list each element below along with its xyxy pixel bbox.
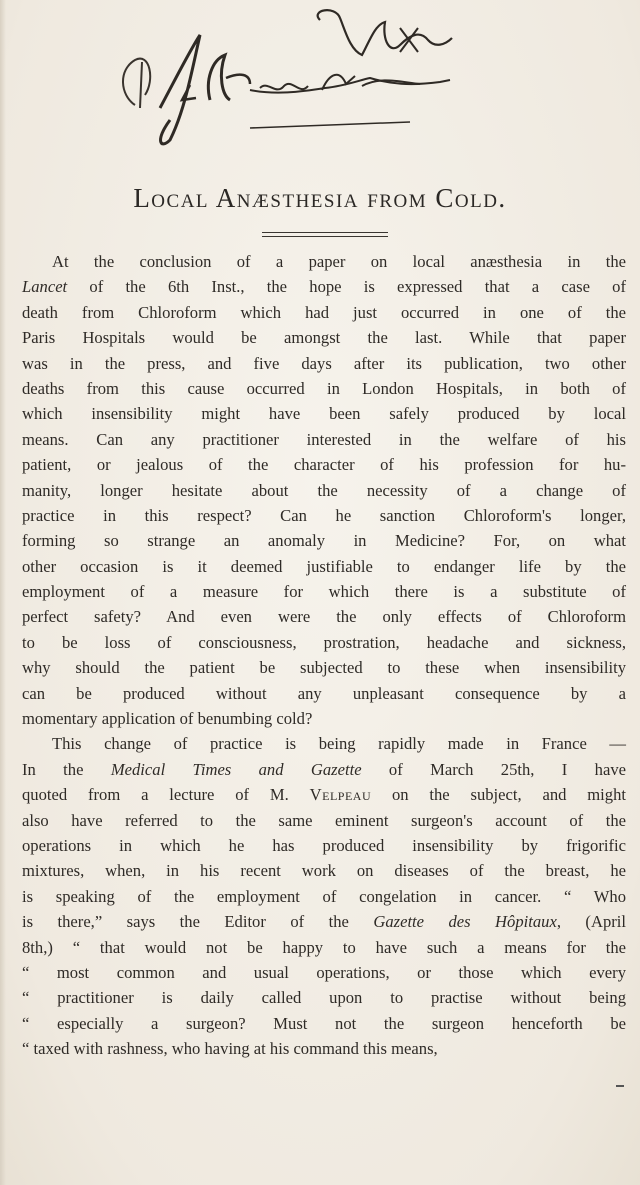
text-line	[22, 604, 626, 629]
text-line	[22, 833, 626, 858]
text-segment: can be produced without any unpleasant consequence by a	[22, 683, 626, 703]
article-title: Local Anæsthesia from Cold.	[133, 183, 507, 213]
text-line	[22, 630, 626, 655]
text-segment: Velpeau	[309, 785, 372, 805]
paragraph-2	[22, 731, 626, 1061]
text-line	[22, 503, 626, 528]
text-line	[22, 706, 626, 731]
margin-mark	[616, 1085, 624, 1087]
text-line	[22, 1011, 626, 1036]
text-line	[22, 731, 626, 756]
text-segment: Medical Times and Gazette	[110, 759, 362, 779]
text-segment: other occasion is it deemed justifiable to endanger life by the	[22, 556, 626, 576]
text-segment: employment of a measure for which there is a substitute of	[22, 582, 626, 602]
text-line	[22, 757, 626, 782]
text-line	[22, 351, 626, 376]
text-segment: is there,” says the Editor of the	[22, 912, 374, 932]
text-segment: , (April	[556, 912, 626, 932]
text-line	[22, 909, 626, 934]
text-segment: to be loss of consciousness, prostration, headache and sickness,	[22, 632, 626, 652]
text-segment: momentary application of benumbing cold?	[22, 709, 313, 729]
text-line	[22, 528, 626, 553]
handwritten-signature	[100, 0, 540, 150]
text-line	[22, 452, 626, 477]
text-line	[22, 274, 626, 299]
text-segment: “ most common and usual operations, or those which every	[22, 962, 626, 982]
text-segment: also have referred to the same eminent surgeon's account of the	[22, 810, 626, 830]
text-line	[22, 401, 626, 426]
text-segment: Paris Hospitals would be amongst the last. While that paper	[22, 328, 626, 348]
text-segment: why should the patient be subjected to these when insensibility	[22, 658, 626, 678]
text-segment: which insensibility might have been safely produced by local	[22, 404, 626, 424]
text-segment: manity, longer hesitate about the necessity of a change of	[22, 480, 626, 500]
text-segment: Lancet	[22, 277, 68, 297]
text-line	[22, 376, 626, 401]
text-segment: was in the press, and five days after its publication, two other	[22, 353, 626, 373]
text-segment: “ taxed with rashness, who having at his command this means,	[22, 1039, 438, 1059]
text-segment: means. Can any practitioner interested in the welfare of his	[22, 429, 626, 449]
text-line	[22, 858, 626, 883]
text-segment: of the 6th Inst., the hope is expressed that a case of	[67, 277, 626, 297]
text-segment: mixtures, when, in his recent work on diseases of the breast, he	[22, 861, 626, 881]
text-line	[22, 985, 626, 1010]
text-segment: of March 25th, I have	[361, 759, 626, 779]
title-double-rule	[262, 232, 388, 237]
text-segment: patient, or jealous of the character of his profession for hu-	[22, 455, 626, 475]
text-segment: quoted from a lecture of M.	[22, 785, 310, 805]
text-line	[22, 478, 626, 503]
text-segment: Gazette des Hôpitaux	[373, 912, 557, 932]
text-line	[22, 935, 626, 960]
text-line	[22, 554, 626, 579]
text-line	[22, 782, 626, 807]
text-segment: 8th,) “ that would not be happy to have such a means for the	[22, 937, 626, 957]
text-segment: operations in which he has produced insensibility by frigorific	[22, 835, 626, 855]
text-segment: death from Chloroform which had just occurred in one of the	[22, 302, 626, 322]
page-edge-shadow	[0, 0, 6, 1185]
article-body	[22, 249, 626, 1062]
text-segment: At the conclusion of a paper on local anæsthesia in the	[52, 252, 626, 271]
text-segment: “ especially a surgeon? Must not the surgeon henceforth be	[22, 1013, 626, 1033]
text-line	[22, 808, 626, 833]
text-line	[22, 300, 626, 325]
text-line	[22, 681, 626, 706]
text-segment: This change of practice is being rapidly made in France —	[52, 734, 626, 754]
text-line	[22, 579, 626, 604]
text-segment: practice in this respect? Can he sanction Chloroform's longer,	[22, 505, 626, 525]
text-segment: In the	[22, 759, 111, 779]
text-segment: perfect safety? And even were the only effects of Chloroform	[22, 607, 626, 627]
text-segment: deaths from this cause occurred in London Hospitals, in both of	[22, 378, 626, 398]
text-segment: forming so strange an anomaly in Medicine? For, on what	[22, 531, 626, 551]
text-segment: is speaking of the employment of congelation in cancer. “ Who	[22, 886, 626, 906]
text-line	[22, 655, 626, 680]
text-line	[22, 325, 626, 350]
text-segment: “ practitioner is daily called upon to practise without being	[22, 988, 626, 1008]
text-segment: on the subject, and might	[371, 785, 626, 805]
text-line	[22, 249, 626, 274]
text-line	[22, 427, 626, 452]
text-line	[22, 960, 626, 985]
paragraph-1	[22, 249, 626, 731]
text-line	[22, 884, 626, 909]
text-line	[22, 1036, 626, 1061]
